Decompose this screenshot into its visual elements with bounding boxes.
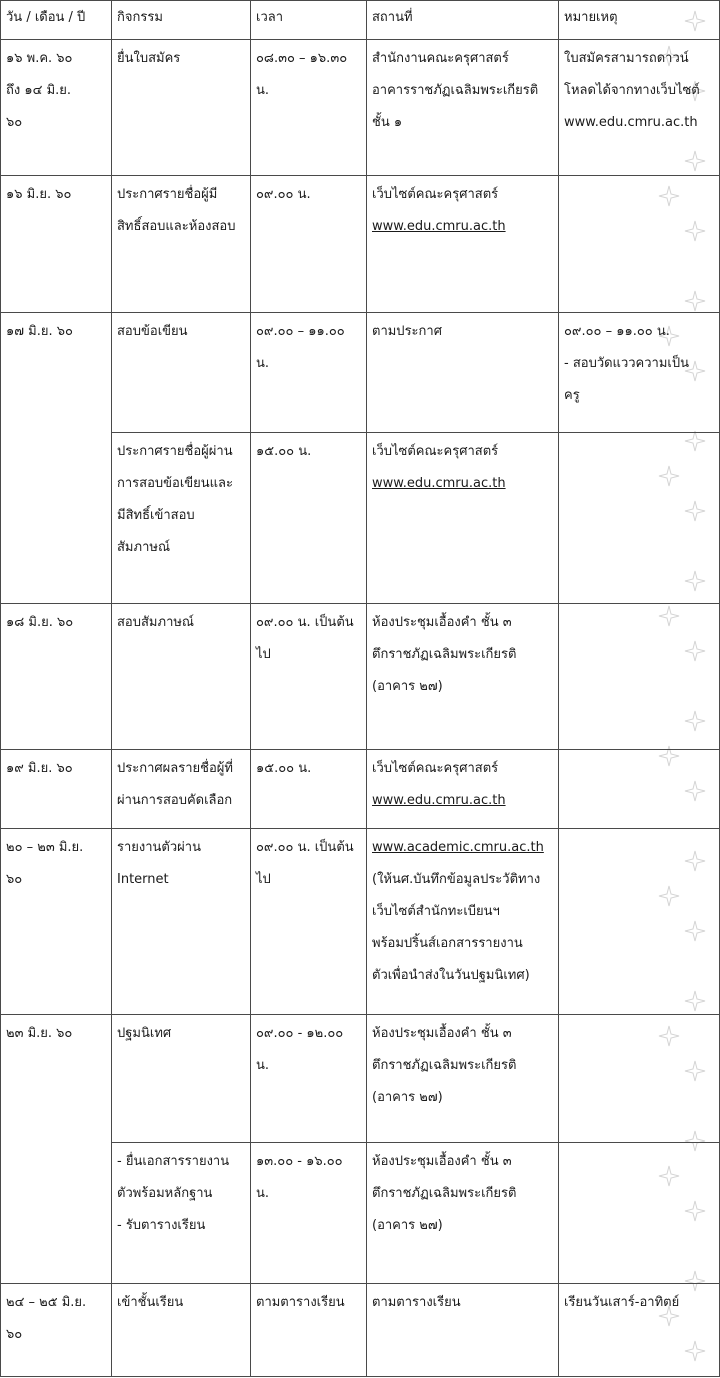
date-line: ๑๗ มิ.ย. ๖๐ [6, 324, 73, 339]
place-line: เว็บไซต์คณะครุศาสตร์ [372, 444, 499, 459]
activity-line: สัมภาษณ์ [117, 540, 171, 555]
activity-line: - ยื่นเอกสารรายงาน [117, 1154, 230, 1169]
note-line: ใบสมัครสามารถดาวน์ [564, 51, 689, 66]
table-row [1, 40, 720, 176]
place-line: (ให้นศ.บันทึกข้อมูลประวัติทาง [372, 872, 541, 887]
activity-line: มีสิทธิ์เข้าสอบ [117, 508, 195, 523]
date-cell [1, 313, 112, 604]
place-line: ห้องประชุมเอื้องคำ ชั้น ๓ [372, 1154, 512, 1169]
place-cell [367, 433, 559, 604]
date-line: ๑๖ มิ.ย. ๖๐ [6, 187, 72, 202]
note-cell [559, 313, 720, 433]
activity-cell [112, 1015, 251, 1143]
header-note: หมายเหตุ [559, 1, 720, 40]
date-line: ๑๙ มิ.ย. ๖๐ [6, 761, 73, 776]
time-cell [251, 1143, 367, 1284]
date-cell [1, 604, 112, 750]
date-cell [1, 829, 112, 1015]
website-link[interactable]: www.academic.cmru.ac.th [372, 840, 544, 855]
place-cell [367, 176, 559, 313]
place-line: ชั้น ๑ [372, 115, 403, 130]
activity-line: Internet [117, 872, 169, 887]
activity-line: รายงานตัวผ่าน [117, 840, 201, 855]
time-line: ไป [256, 647, 271, 662]
activity-cell [112, 604, 251, 750]
place-line: ตามประกาศ [372, 324, 442, 339]
website-link[interactable]: www.edu.cmru.ac.th [372, 476, 506, 491]
place-line: ตึกราชภัฏเฉลิมพระเกียรติ [372, 647, 517, 662]
date-line: ๒๐ – ๒๓ มิ.ย. [6, 840, 84, 855]
date-line: ๖๐ [6, 115, 23, 130]
date-cell [1, 1284, 112, 1377]
activity-line: ประกาศผลรายชื่อผู้ที่ [117, 761, 233, 776]
note-line: โหลดได้จากทางเว็บไซต์ [564, 83, 700, 98]
activity-cell [112, 1143, 251, 1284]
activity-line: ผ่านการสอบคัดเลือก [117, 793, 233, 808]
activity-cell [112, 750, 251, 829]
activity-line: เข้าชั้นเรียน [117, 1295, 184, 1310]
time-line: ๐๙.๐๐ น. เป็นต้น [256, 615, 354, 630]
date-line: ๖๐ [6, 1327, 23, 1342]
place-line: เว็บไซต์คณะครุศาสตร์ [372, 187, 499, 202]
place-line: ตามตารางเรียน [372, 1295, 461, 1310]
place-cell [367, 313, 559, 433]
time-cell [251, 313, 367, 433]
table-row [1, 1284, 720, 1377]
time-line: น. [256, 1186, 270, 1201]
table-row [1, 1015, 720, 1143]
table-row [1, 750, 720, 829]
time-line: น. [256, 83, 270, 98]
table-row [1, 604, 720, 750]
activity-cell [112, 1284, 251, 1377]
note-cell [559, 829, 720, 1015]
place-line: (อาคาร ๒๗) [372, 1218, 443, 1233]
activity-cell [112, 313, 251, 433]
time-line: น. [256, 356, 270, 371]
table-header-row [1, 1, 720, 40]
place-line: อาคารราชภัฏเฉลิมพระเกียรติ [372, 83, 539, 98]
place-line: เว็บไซต์คณะครุศาสตร์ [372, 761, 499, 776]
time-line: ไป [256, 872, 271, 887]
website-link[interactable]: www.edu.cmru.ac.th [372, 793, 506, 808]
place-line: พร้อมปริ้นส์เอกสารรายงาน [372, 936, 523, 951]
place-cell [367, 829, 559, 1015]
note-cell [559, 1143, 720, 1284]
date-cell [1, 40, 112, 176]
table-row [1, 176, 720, 313]
note-cell [559, 1284, 720, 1377]
time-cell [251, 40, 367, 176]
place-line: (อาคาร ๒๗) [372, 1090, 443, 1105]
activity-line: - รับตารางเรียน [117, 1218, 206, 1233]
place-line: ห้องประชุมเอื้องคำ ชั้น ๓ [372, 615, 512, 630]
place-cell [367, 750, 559, 829]
time-cell [251, 604, 367, 750]
website-link[interactable]: www.edu.cmru.ac.th [372, 219, 506, 234]
place-line: เว็บไซต์สำนักทะเบียนฯ [372, 904, 500, 919]
place-cell [367, 40, 559, 176]
date-line: ๒๔ – ๒๕ มิ.ย. [6, 1295, 87, 1310]
place-cell [367, 604, 559, 750]
date-line: ๒๓ มิ.ย. ๖๐ [6, 1026, 73, 1041]
activity-cell [112, 176, 251, 313]
time-line: ๐๙.๐๐ – ๑๑.๐๐ [256, 324, 345, 339]
date-line: ๑๘ มิ.ย. ๖๐ [6, 615, 74, 630]
note-cell [559, 433, 720, 604]
time-cell [251, 750, 367, 829]
time-line: ตามตารางเรียน [256, 1295, 345, 1310]
time-cell [251, 1284, 367, 1377]
time-line: ๐๙.๐๐ - ๑๒.๐๐ [256, 1026, 344, 1041]
time-line: ๐๘.๓๐ – ๑๖.๓๐ [256, 51, 348, 66]
note-cell [559, 750, 720, 829]
activity-line: การสอบข้อเขียนและ [117, 476, 234, 491]
activity-line: สอบข้อเขียน [117, 324, 188, 339]
place-line: (อาคาร ๒๗) [372, 679, 443, 694]
activity-line: ตัวพร้อมหลักฐาน [117, 1186, 213, 1201]
date-line: ๑๖ พ.ค. ๖๐ [6, 51, 73, 66]
place-cell [367, 1143, 559, 1284]
note-line: ครู [564, 388, 580, 403]
note-line: - สอบวัดแววความเป็น [564, 356, 689, 371]
time-cell [251, 433, 367, 604]
place-cell [367, 1015, 559, 1143]
date-cell [1, 176, 112, 313]
time-line: ๑๕.๐๐ น. [256, 761, 312, 776]
time-cell [251, 1015, 367, 1143]
activity-line: ปฐมนิเทศ [117, 1026, 172, 1041]
note-cell [559, 40, 720, 176]
time-line: ๐๙.๐๐ น. [256, 187, 311, 202]
date-line: ๖๐ [6, 872, 23, 887]
time-line: ๐๙.๐๐ น. เป็นต้น [256, 840, 354, 855]
activity-cell [112, 433, 251, 604]
activity-line: สอบสัมภาษณ์ [117, 615, 194, 630]
header-date: วัน / เดือน / ปี [1, 1, 112, 40]
header-time: เวลา [251, 1, 367, 40]
date-line: ถึง ๑๔ มิ.ย. [6, 83, 72, 98]
table-row [1, 829, 720, 1015]
note-cell [559, 176, 720, 313]
activity-line: ประกาศรายชื่อผู้ผ่าน [117, 444, 233, 459]
header-activity: กิจกรรม [112, 1, 251, 40]
time-cell [251, 829, 367, 1015]
note-cell [559, 1015, 720, 1143]
time-line: น. [256, 1058, 270, 1073]
note-cell [559, 604, 720, 750]
place-line: ตึกราชภัฏเฉลิมพระเกียรติ [372, 1186, 517, 1201]
place-line: สำนักงานคณะครุศาสตร์ [372, 51, 509, 66]
activity-cell [112, 40, 251, 176]
place-line: ห้องประชุมเอื้องคำ ชั้น ๓ [372, 1026, 512, 1041]
time-line: ๑๕.๐๐ น. [256, 444, 312, 459]
activity-line: ยื่นใบสมัคร [117, 51, 181, 66]
time-cell [251, 176, 367, 313]
place-line: ตัวเพื่อนำส่งในวันปฐมนิเทศ) [372, 968, 530, 983]
place-line: ตึกราชภัฏเฉลิมพระเกียรติ [372, 1058, 517, 1073]
note-line: www.edu.cmru.ac.th [564, 115, 698, 130]
activity-line: สิทธิ์สอบและห้องสอบ [117, 219, 236, 234]
table-row [1, 313, 720, 433]
note-line: เรียนวันเสาร์-อาทิตย์ [564, 1295, 680, 1310]
activity-cell [112, 829, 251, 1015]
time-line: ๑๓.๐๐ - ๑๖.๐๐ [256, 1154, 343, 1169]
place-cell [367, 1284, 559, 1377]
date-cell [1, 1015, 112, 1284]
date-cell [1, 750, 112, 829]
activity-line: ประกาศรายชื่อผู้มี [117, 187, 218, 202]
note-line: ๐๙.๐๐ – ๑๑.๐๐ น. [564, 324, 670, 339]
header-place: สถานที่ [367, 1, 559, 40]
